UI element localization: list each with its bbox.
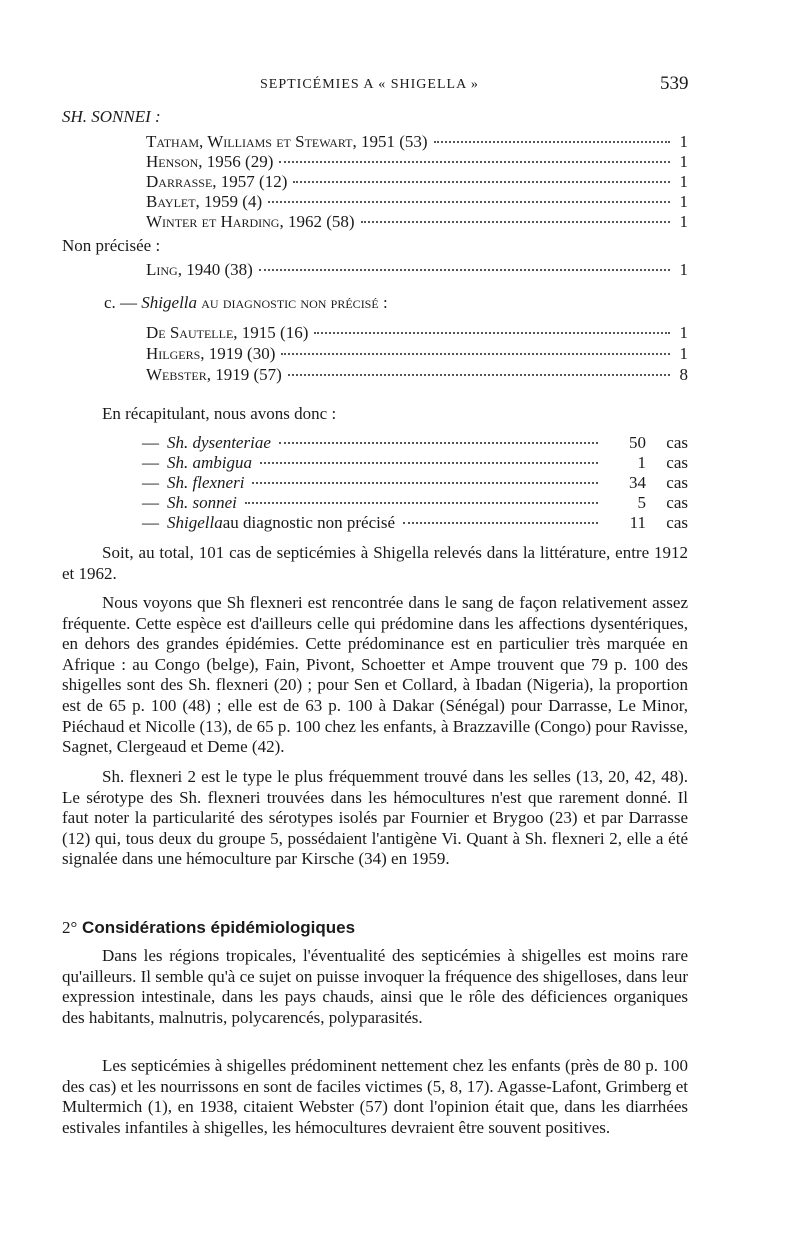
section-heading bbox=[62, 918, 355, 938]
dot-leader bbox=[252, 482, 598, 484]
dot-leader bbox=[279, 161, 670, 163]
entry-count: 8 bbox=[679, 365, 688, 384]
entry-name: Tatham, Williams et Stewart, 1951 (53) bbox=[146, 132, 428, 151]
recap-dash: — bbox=[142, 433, 159, 452]
table-row bbox=[142, 473, 688, 493]
non-precisee-label: Non précisée : bbox=[62, 236, 161, 255]
section-title: Considérations épidémiologiques bbox=[82, 918, 356, 937]
table-row bbox=[142, 453, 688, 473]
dot-leader bbox=[293, 181, 670, 183]
dot-leader bbox=[314, 332, 670, 334]
section-c-prefix: c. — bbox=[104, 293, 142, 312]
entry-count: 1 bbox=[679, 344, 688, 363]
entry-name: Hilgers, 1919 (30) bbox=[146, 344, 276, 363]
recap-label: Sh. dysenteriae bbox=[167, 433, 271, 452]
entry-count: 1 bbox=[679, 323, 688, 342]
dot-leader bbox=[403, 522, 598, 524]
paragraph-tropical: Dans les régions tropicales, l'éventualité des septicémies à shigelles est moins rare qu'ailleurs. Il semble qu'à ce sujet on puisse invoquer la fréquence des shigelloses, dans leur expression intestinale, dans les pays chauds, ainsi que le rôle des déficiences organiques des habitants, malnutris, polycarencés, polyparasités. bbox=[62, 946, 688, 1027]
recap-label: Sh. ambigua bbox=[167, 453, 252, 472]
entry-count: 1 bbox=[679, 212, 688, 231]
recap-label: Sh. flexneri bbox=[167, 473, 245, 492]
list-item bbox=[146, 172, 688, 192]
paragraph-flexneri: Nous voyons que Sh flexneri est rencontrée dans le sang de façon relativement assez fréquente. Cette espèce est d'ailleurs celle qui prédomine dans les affections dysentériques, en dehors des grandes épidémies. Cette prédominance est en particulier très marquée en Afrique : au Congo (belge), Fain, Pivont, Schoetter et Ampe trouvent que 79 p. 100 des shigelles sont des Sh. flexneri (20) ; pour Sen et Collard, à Ibadan (Nigeria), la proportion est de 65 p. 100 (48) ; elle est de 63 p. 100 à Dakar (Sénégal) pour Darrasse, Le Minor, Piéchaud et Nicolle (13), de 65 p. 100 chez les enfants, à Brazzaville (Congo) pour Ravisse, Sagnet, Clergeaud et Deme (42). bbox=[62, 593, 688, 757]
entry-count: 1 bbox=[679, 192, 688, 211]
dot-leader bbox=[281, 353, 670, 355]
paragraph-total: Soit, au total, 101 cas de septicémies à Shigella relevés dans la littérature, entre 1912 et 1962. bbox=[62, 543, 688, 583]
recap-dash: — bbox=[142, 513, 159, 532]
recap-unit: cas bbox=[666, 513, 688, 532]
entry-name: Ling, 1940 (38) bbox=[146, 260, 253, 279]
entry-count: 1 bbox=[679, 152, 688, 171]
dot-leader bbox=[361, 221, 670, 223]
dot-leader bbox=[434, 141, 670, 143]
entry-count: 1 bbox=[679, 260, 688, 279]
section-c-heading bbox=[104, 293, 388, 313]
recap-value: 34 bbox=[629, 473, 646, 492]
table-row bbox=[142, 513, 688, 533]
table-row bbox=[142, 433, 688, 453]
recap-unit: cas bbox=[666, 493, 688, 512]
recap-intro: En récapitulant, nous avons donc : bbox=[102, 404, 337, 423]
section-c-rest: au diagnostic non précisé : bbox=[197, 293, 388, 312]
sonnei-label: SH. SONNEI : bbox=[62, 107, 161, 126]
entry-name: Webster, 1919 (57) bbox=[146, 365, 282, 384]
recap-dash: — bbox=[142, 473, 159, 492]
recap-label: Shigella bbox=[167, 513, 223, 532]
entry-name: Darrasse, 1957 (12) bbox=[146, 172, 288, 191]
recap-unit: cas bbox=[666, 433, 688, 452]
page-number: 539 bbox=[660, 73, 689, 94]
running-title: SEPTICÉMIES A « SHIGELLA » bbox=[260, 77, 479, 92]
entry-name: De Sautelle, 1915 (16) bbox=[146, 323, 309, 342]
list-item bbox=[146, 192, 688, 212]
entry-count: 1 bbox=[679, 132, 688, 151]
table-row bbox=[142, 493, 688, 513]
recap-label: Sh. sonnei bbox=[167, 493, 237, 512]
paragraph-children: Les septicémies à shigelles prédominent nettement chez les enfants (près de 80 p. 100 des cas) et les nourrissons en sont de faciles victimes (5, 8, 17). Agasse-Lafont, Grimberg et Multermich (1), en 1938, citaient Webster (57) dont l'opinion était que, dans les diarrhées estivales infantiles à shigelles, les hémocultures devraient être souvent positives. bbox=[62, 1056, 688, 1137]
entry-count: 1 bbox=[679, 172, 688, 191]
entry-name: Winter et Harding, 1962 (58) bbox=[146, 212, 355, 231]
recap-unit: cas bbox=[666, 473, 688, 492]
list-item bbox=[146, 365, 688, 385]
dot-leader bbox=[259, 269, 670, 271]
recap-value: 50 bbox=[629, 433, 646, 452]
list-item bbox=[146, 212, 688, 232]
section-number: 2° bbox=[62, 918, 78, 937]
list-item bbox=[146, 260, 688, 280]
list-item bbox=[146, 344, 688, 364]
list-item bbox=[146, 323, 688, 343]
recap-value: 11 bbox=[629, 513, 646, 532]
paragraph-serotype: Sh. flexneri 2 est le type le plus fréquemment trouvé dans les selles (13, 20, 42, 48). Le sérotype des Sh. flexneri trouvées dans les hémocultures n'est que rarement donné. Il faut noter la particularité des sérotypes isolés par Fournier et Brygoo (23) et par Darrasse (12) qui, tous deux du groupe 5, possédaient l'antigène Vi. Quant à Sh. flexneri 2, elle a été signalée dans une hémoculture par Kirsche (34) en 1959. bbox=[62, 767, 688, 869]
list-item bbox=[146, 152, 688, 172]
recap-value: 5 bbox=[637, 493, 646, 512]
recap-value: 1 bbox=[637, 453, 646, 472]
list-item bbox=[146, 132, 688, 152]
recap-label-tail: au diagnostic non précisé bbox=[222, 513, 396, 532]
dot-leader bbox=[260, 462, 598, 464]
dot-leader bbox=[268, 201, 670, 203]
dot-leader bbox=[288, 374, 670, 376]
dot-leader bbox=[279, 442, 598, 444]
dot-leader bbox=[245, 502, 598, 504]
recap-dash: — bbox=[142, 493, 159, 512]
recap-unit: cas bbox=[666, 453, 688, 472]
section-c-italic: Shigella bbox=[141, 293, 198, 312]
recap-dash: — bbox=[142, 453, 159, 472]
entry-name: Henson, 1956 (29) bbox=[146, 152, 274, 171]
entry-name: Baylet, 1959 (4) bbox=[146, 192, 263, 211]
